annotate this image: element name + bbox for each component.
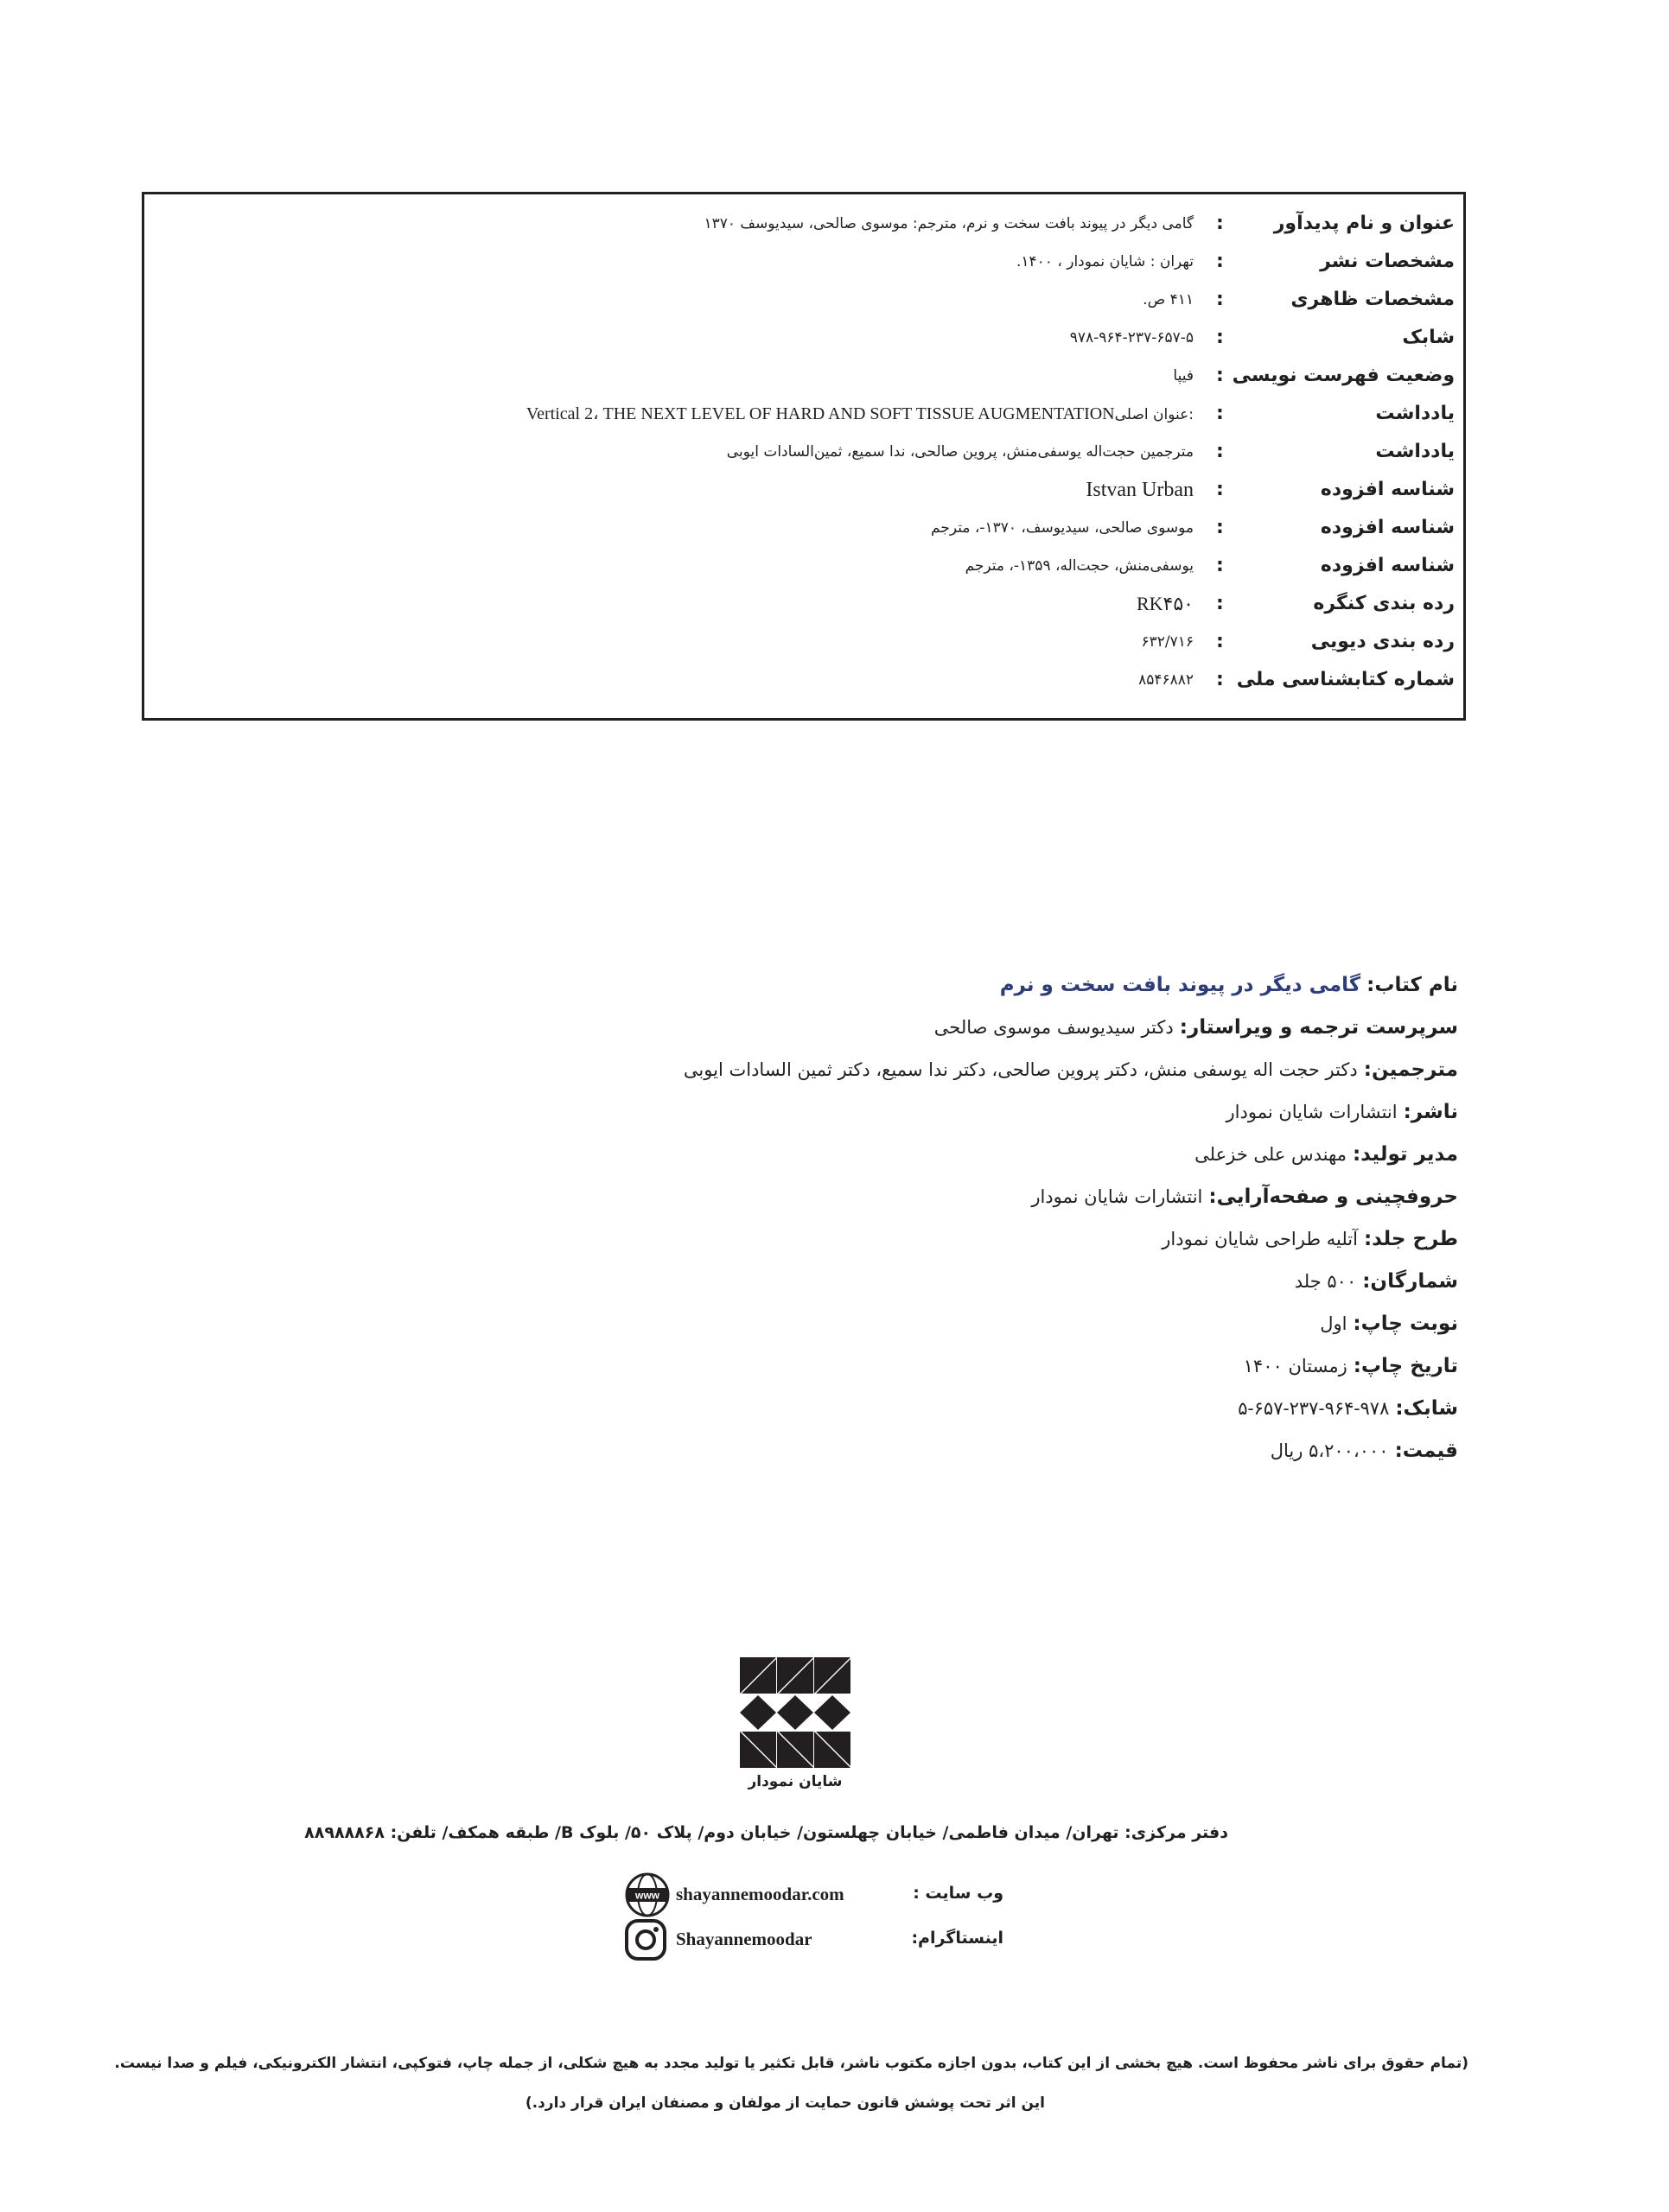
credit-label: مدیر تولید: (1352, 1143, 1458, 1166)
credit-label: طرح جلد: (1363, 1228, 1458, 1250)
credit-value: انتشارات شایان نمودار (1226, 1102, 1398, 1122)
cip-row (144, 243, 1463, 281)
cip-value: فیپا (1173, 367, 1194, 385)
credit-value: دکتر حجت اله یوسفی منش، دکتر پروین صالحی، دکتر ندا سمیع، دکتر ثمین السادات ایوبی (683, 1059, 1358, 1080)
cip-label: یادداشت (1375, 441, 1455, 462)
credit-label: نام کتاب: (1366, 974, 1458, 996)
cip-row (144, 433, 1463, 471)
cip-row (144, 509, 1463, 547)
credit-label: ناشر: (1403, 1101, 1458, 1123)
cip-row (144, 205, 1463, 243)
cip-label: شابک (1402, 327, 1455, 348)
cip-colon: : (1216, 213, 1224, 234)
cip-value: موسوی صالحی، سیدیوسف، ۱۳۷۰-، مترجم (931, 519, 1194, 537)
credit-value: ۵۰۰ جلد (1294, 1271, 1357, 1292)
cip-colon: : (1216, 669, 1224, 690)
cip-colon: : (1216, 403, 1224, 424)
cip-colon: : (1216, 289, 1224, 310)
credit-value: اول (1320, 1313, 1347, 1334)
credit-row (507, 1430, 1458, 1472)
credit-label: تاریخ چاپ: (1353, 1355, 1458, 1377)
office-address: دفتر مرکزی: تهران/ میدان فاطمی/ خیابان چهلستون/ خیابان دوم/ پلاک ۵۰/ بلوک B/ طبقه همکف/ تلفن: ۸۸۹۸۸۸۶۸ (304, 1823, 1228, 1842)
credit-label: سرپرست ترجمه و ویراستار: (1179, 1016, 1458, 1039)
cip-colon: : (1216, 517, 1224, 538)
cip-value: RK۴۵۰ (1136, 593, 1194, 614)
copyright-law-notice: این اثر تحت پوشش قانون حمایت از مولفان و مصنفان ایران قرار دارد.) (525, 2094, 1045, 2112)
credit-row (507, 1049, 1458, 1091)
credit-row (507, 1218, 1458, 1261)
cip-row (144, 395, 1463, 433)
credit-label: حروفچینی و صفحه‌آرایی: (1208, 1185, 1458, 1208)
credit-row (507, 1388, 1458, 1430)
website-label: وب سایت : (913, 1884, 1003, 1903)
cip-colon: : (1216, 631, 1224, 652)
cip-row (144, 319, 1463, 357)
website-link[interactable]: shayannemoodar.com (676, 1884, 844, 1904)
cip-row (144, 585, 1463, 623)
globe-www-icon (624, 1872, 671, 1918)
credit-value: انتشارات شایان نمودار (1031, 1186, 1203, 1207)
copyright-notice: (تمام حقوق برای ناشر محفوظ است. هیچ بخشی از این کتاب، بدون اجازه مکتوب ناشر، قابل تکثیر یا تولید مجدد به هیچ شکلی، از جمله چاپ، فتوکپی، انتشار الکترونیکی، فیلم و صدا نیست. (114, 2055, 1468, 2072)
credit-row (507, 1007, 1458, 1049)
credit-value: زمستان ۱۴۰۰ (1243, 1356, 1347, 1376)
credit-label: مترجمین: (1363, 1058, 1458, 1081)
credit-value: مهندس علی خزعلی (1194, 1144, 1347, 1165)
cip-value: مترجمین حجت‌اله یوسفی‌منش، پروین صالحی، ندا سمیع، ثمین‌السادات ایوبی (726, 443, 1194, 461)
credit-row (507, 1345, 1458, 1388)
credit-row (507, 964, 1458, 1007)
cip-value: ۸۵۴۶۸۸۲ (1138, 671, 1194, 689)
credit-label: شمارگان: (1362, 1270, 1458, 1293)
cip-value: تهران : شایان نمودار ، ۱۴۰۰. (1016, 253, 1194, 270)
cip-row (144, 547, 1463, 585)
cip-value: ۶۳۲/۷۱۶ (1141, 633, 1194, 651)
cip-value (526, 395, 1194, 433)
cip-colon: : (1216, 479, 1224, 500)
cip-label: وضعیت فهرست نویسی (1232, 365, 1455, 386)
credit-value: دکتر سیدیوسف موسوی صالحی (933, 1017, 1174, 1038)
credit-row (507, 1303, 1458, 1345)
www-icon-text: www (634, 1889, 660, 1902)
cip-row (144, 357, 1463, 395)
cip-label: رده بندی کنگره (1313, 593, 1455, 614)
credit-label: قیمت: (1394, 1440, 1458, 1462)
credit-value: ۹۷۸-۹۶۴-۲۳۷-۶۵۷-۵ (1238, 1398, 1390, 1419)
book-credits (507, 964, 1458, 1472)
book-title: گامی دیگر در پیوند بافت سخت و نرم (999, 974, 1361, 996)
credit-row (507, 1134, 1458, 1176)
instagram-label: اینستاگرام: (911, 1929, 1003, 1948)
cip-value: یوسفی‌منش، حجت‌اله، ۱۳۵۹-، مترجم (965, 557, 1194, 575)
cip-row (144, 471, 1463, 509)
cip-colon: : (1216, 441, 1224, 462)
cip-label: رده بندی دیویی (1310, 631, 1455, 652)
cip-row (144, 661, 1463, 699)
credit-row (507, 1261, 1458, 1303)
cip-row (144, 623, 1463, 661)
cip-value: Istvan Urban (1086, 479, 1194, 501)
cip-colon: : (1216, 365, 1224, 386)
cip-box (142, 192, 1466, 721)
credit-value: آتلیه طراحی شایان نمودار (1162, 1229, 1358, 1249)
cip-value: ۹۷۸-۹۶۴-۲۳۷-۶۵۷-۵ (1069, 329, 1194, 346)
publisher-logo (740, 1657, 850, 1768)
cip-value: گامی دیگر در پیوند بافت سخت و نرم، مترجم: موسوی صالحی، سیدیوسف ۱۳۷۰ (704, 215, 1194, 232)
cip-label: عنوان و نام پدیدآور (1273, 213, 1455, 234)
cip-label: مشخصات نشر (1320, 251, 1455, 272)
cip-value-en: Vertical 2، THE NEXT LEVEL OF HARD AND SOFT TISSUE AUGMENTATION (526, 404, 1115, 423)
credit-row (507, 1091, 1458, 1134)
credit-label: شابک: (1395, 1397, 1458, 1420)
instagram-icon (624, 1918, 667, 1961)
credit-row (507, 1176, 1458, 1218)
credit-label: نوبت چاپ: (1353, 1313, 1458, 1335)
cip-value-prefix: عنوان اصلی: (1114, 406, 1194, 423)
instagram-link[interactable]: Shayannemoodar (676, 1929, 812, 1949)
cip-label: شناسه افزوده (1320, 517, 1455, 538)
cip-colon: : (1216, 327, 1224, 348)
cip-label: شناسه افزوده (1320, 555, 1455, 576)
cip-label: مشخصات ظاهری (1290, 289, 1455, 310)
cip-label: شماره کتابشناسی ملی (1236, 669, 1455, 690)
cip-colon: : (1216, 555, 1224, 576)
cip-label: شناسه افزوده (1320, 479, 1455, 500)
cip-row (144, 281, 1463, 319)
cip-colon: : (1216, 593, 1224, 614)
credit-value: ۵،۲۰۰،۰۰۰ ریال (1270, 1440, 1389, 1461)
cip-label: یادداشت (1375, 403, 1455, 424)
cip-value: ۴۱۱ ص. (1143, 291, 1194, 308)
logo-caption: شایان نمودار (748, 1773, 843, 1790)
cip-colon: : (1216, 251, 1224, 272)
